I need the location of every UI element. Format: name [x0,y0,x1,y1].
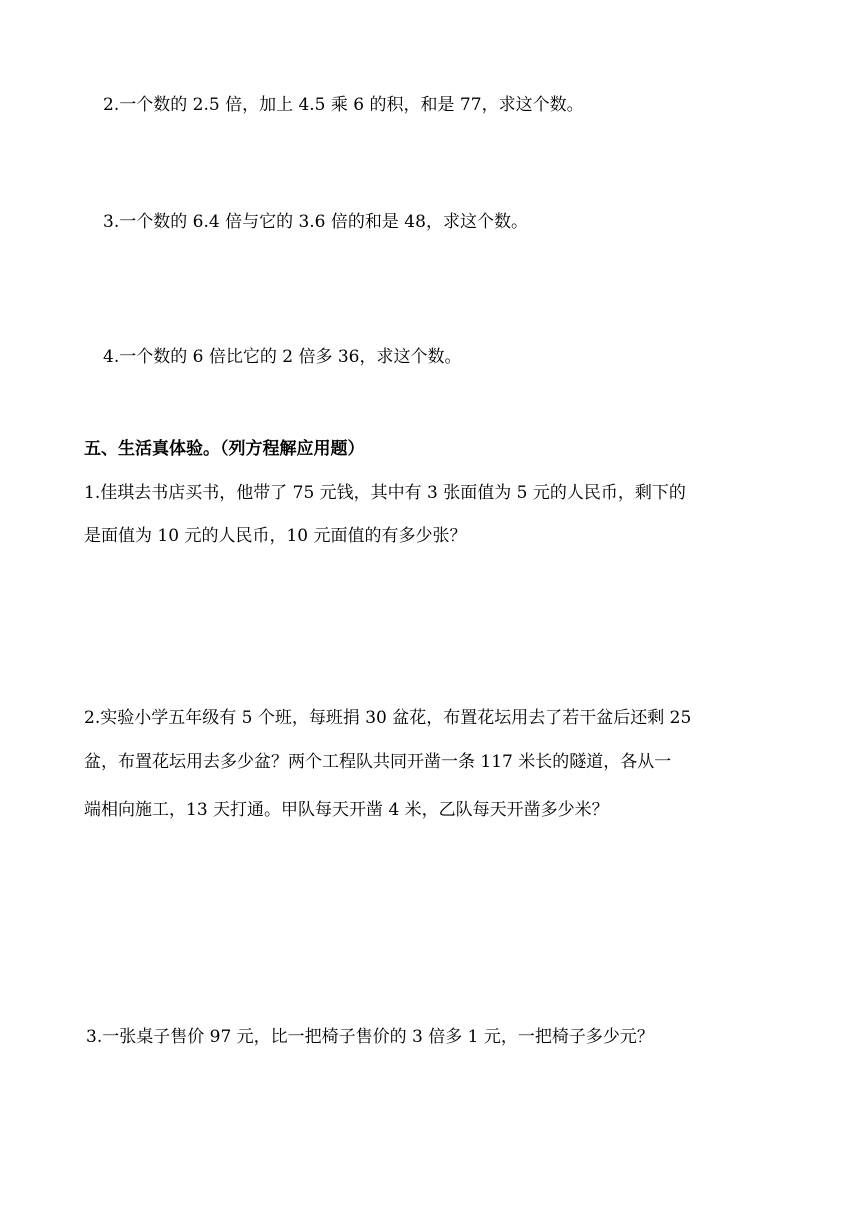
problem-2-text: 2.一个数的 2.5 倍，加上 4.5 乘 6 的积，和是 77，求这个数。 [103,95,584,115]
section-5-title: 五、生活真体验。（列方程解应用题） [84,439,365,459]
word-problem-3-text: 3.一张桌子售价 97 元，比一把椅子售价的 3 倍多 1 元，一把椅子多少元？ [86,1027,654,1047]
word-problem-2-line-2: 盆，布置花坛用去多少盆？两个工程队共同开凿一条 117 米长的隧道，各从一 [84,752,672,772]
word-problem-2-line-3: 端相向施工，13 天打通。甲队每天开凿 4 米，乙队每天开凿多少米？ [84,800,609,820]
word-problem-1-line-1: 1.佳琪去书店买书，他带了 75 元钱，其中有 3 张面值为 5 元的人民币，剩下的 [84,483,686,503]
word-problem-1-line-2: 是面值为 10 元的人民币，10 元面值的有多少张？ [84,526,467,546]
word-problem-2-line-1: 2.实验小学五年级有 5 个班，每班捐 30 盆花，布置花坛用去了若干盆后还剩 25 [84,708,692,728]
problem-3-text: 3.一个数的 6.4 倍与它的 3.6 倍的和是 48，求这个数。 [103,212,528,232]
problem-4-text: 4.一个数的 6 倍比它的 2 倍多 36，求这个数。 [103,347,462,367]
